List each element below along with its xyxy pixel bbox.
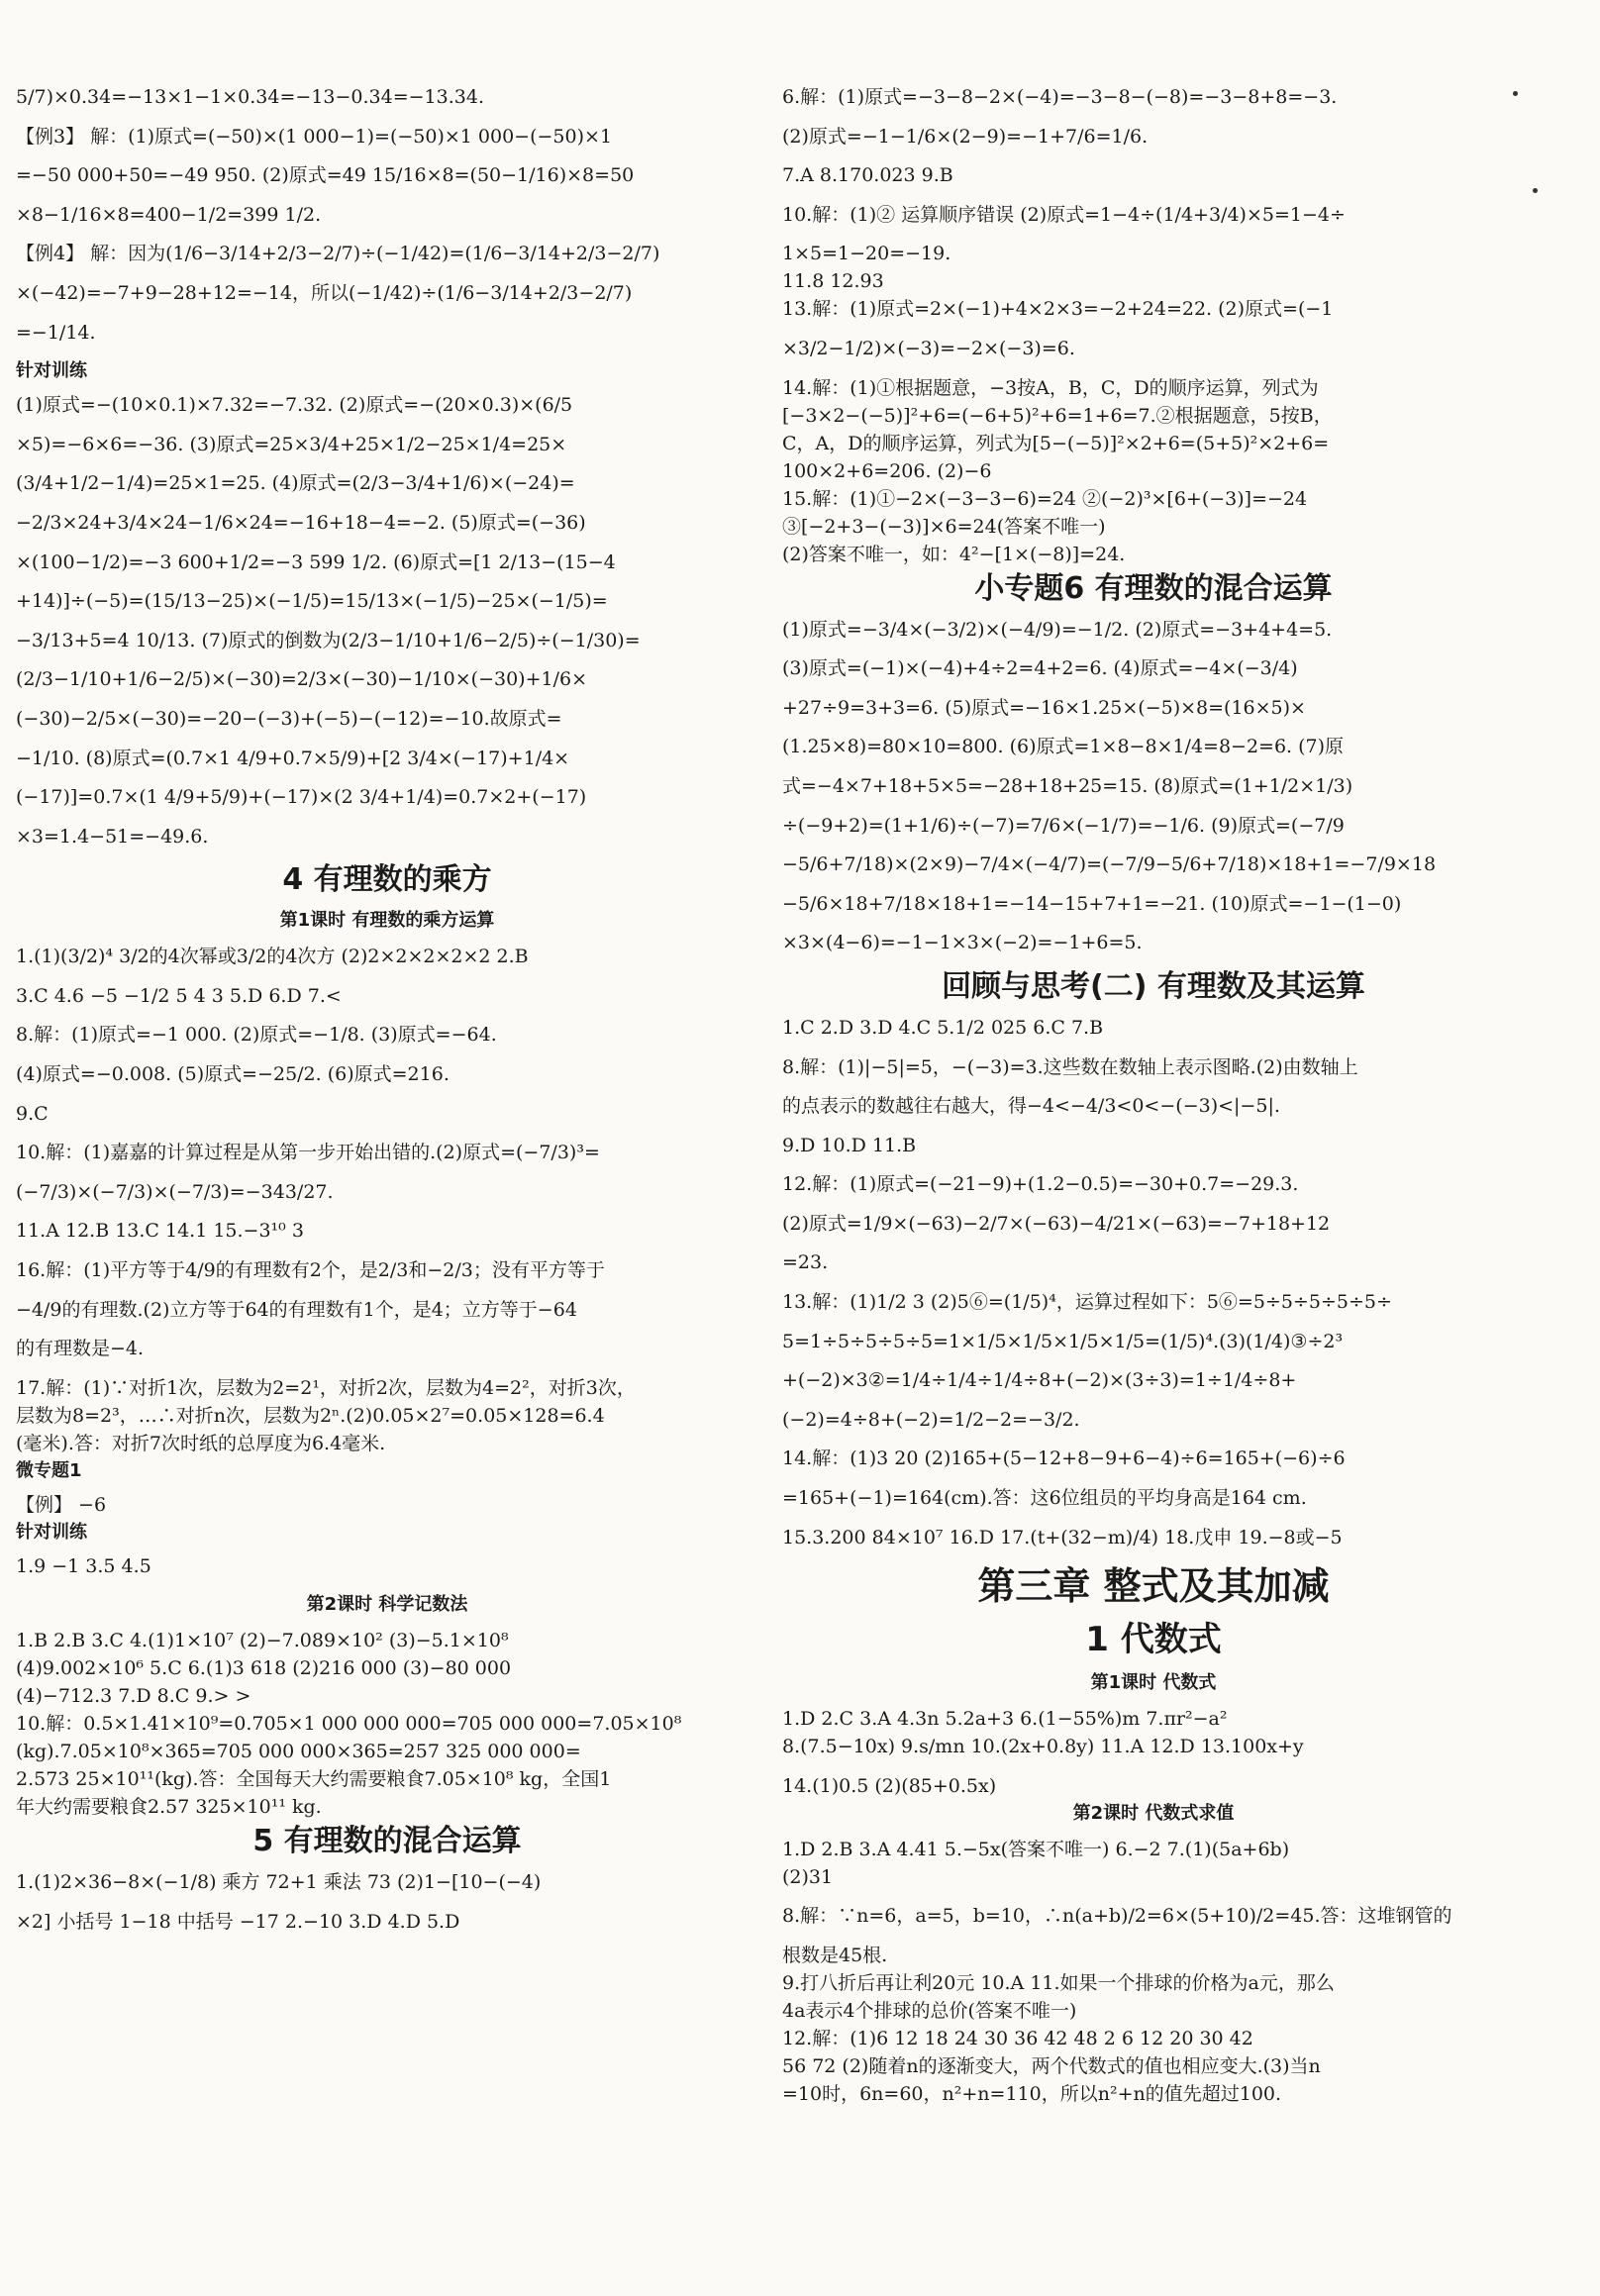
text-line: (4)原式=−0.008. (5)原式=−25/2. (6)原式=216. [16, 1063, 450, 1086]
text-line: 13.解：(1)原式=2×(−1)+4×2×3=−2+24=22. (2)原式=(−1 [782, 298, 1334, 321]
text-line: (−2)=4÷8+(−2)=1/2−2=−3/2. [782, 1408, 1080, 1431]
text-line: 6.解：(1)原式=−3−8−2×(−4)=−3−8−(−8)=−3−8+8=−3. [782, 86, 1338, 108]
text-line: 年大约需要粮食2.57 325×10¹¹ kg. [16, 1796, 322, 1819]
text-line: 5/7)×0.34=−13×1−1×0.34=−13−0.34=−13.34. [16, 86, 484, 108]
text-line: 100×2+6=206. (2)−6 [782, 459, 992, 482]
text-line: 10.解：(1)② 运算顺序错误 (2)原式=1−4÷(1/4+3/4)×5=1−4÷ [782, 203, 1346, 226]
text-line: (2)原式=1/9×(−63)−2/7×(−63)−4/21×(−63)=−7+18+12 [782, 1212, 1331, 1235]
text-line: ÷(−9+2)=(1+1/6)÷(−7)=7/6×(−1/7)=−1/6. (9)原式=(−7/9 [782, 814, 1345, 837]
section-heading: 第1课时 有理数的乘方运算 [279, 910, 495, 932]
text-line: C，A，D的顺序运算，列式为[5−(−5)]²×2+6=(5+5)²×2+6= [782, 432, 1330, 454]
text-line: −5/6×18+7/18×18+1=−14−15+7+1=−21. (10)原式=−1−(1−0) [782, 892, 1402, 915]
text-line: 层数为8=2³，…∴对折n次，层数为2ⁿ.(2)0.05×2⁷=0.05×128=6.4 [16, 1404, 605, 1427]
corner-mark [1513, 91, 1518, 96]
text-line: ×8−1/16×8=400−1/2=399 1/2. [16, 203, 322, 226]
text-line: 8.解：(1)|−5|=5，−(−3)=3.这些数在数轴上表示图略.(2)由数轴上 [782, 1055, 1358, 1078]
subheading: 针对训练 [16, 360, 87, 382]
text-line: ③[−2+3−(−3)]×6=24(答案不唯一) [782, 515, 1106, 538]
text-line: 【例4】 解：因为(1/6−3/14+2/3−2/7)÷(−1/42)=(1/6−3/14+2/3−2/7) [16, 243, 660, 265]
text-line: 11.8 12.93 [782, 270, 884, 293]
text-line: 的点表示的数越往右越大，得−4<−4/3<0<−(−3)<|−5|. [782, 1095, 1280, 1118]
text-line: 13.解：(1)1/2 3 (2)5⑥=(1/5)⁴，运算过程如下：5⑥=5÷5÷5÷5÷5÷ [782, 1291, 1392, 1314]
text-line: 9.D 10.D 11.B [782, 1134, 917, 1156]
text-line: 2.573 25×10¹¹(kg).答：全国每天大约需要粮食7.05×10⁸ kg，全国1 [16, 1768, 612, 1791]
text-line: −2/3×24+3/4×24−1/6×24=−16+18−4=−2. (5)原式=(−36) [16, 511, 586, 534]
subheading: 针对训练 [16, 1521, 87, 1543]
text-line: (−30)−2/5×(−30)=−20−(−3)+(−5)−(−12)=−10.故原式= [16, 707, 562, 730]
text-line: (1.25×8)=80×10=800. (6)原式=1×8−8×1/4=8−2=6. (7)原 [782, 736, 1345, 758]
text-line: ×3=1.4−51=−49.6. [16, 825, 209, 848]
text-line: 8.(7.5−10x) 9.s/mn 10.(2x+0.8y) 11.A 12.D 13.100x+y [782, 1736, 1304, 1758]
text-line: 16.解：(1)平方等于4/9的有理数有2个，是2/3和−2/3；没有平方等于 [16, 1259, 605, 1282]
text-line: ×3×(4−6)=−1−1×3×(−2)=−1+6=5. [782, 932, 1143, 954]
section-heading: 第2课时 代数式求值 [1072, 1802, 1235, 1824]
text-line: 【例】 −6 [16, 1493, 107, 1516]
text-line: 10.解：0.5×1.41×10⁹=0.705×1 000 000 000=705 000 000=7.05×10⁸ [16, 1713, 682, 1736]
text-line: =23. [782, 1251, 829, 1274]
text-line: +27÷9=3+3=6. (5)原式=−16×1.25×(−5)×8=(16×5)× [782, 696, 1306, 719]
text-line: (4)−712.3 7.D 8.C 9.> > [16, 1685, 251, 1708]
text-line: +(−2)×3②=1/4÷1/4÷1/4÷8+(−2)×(3÷3)=1÷1/4÷8+ [782, 1369, 1297, 1392]
text-line: (−17)]=0.7×(1 4/9+5/9)+(−17)×(2 3/4+1/4)=0.7×2+(−17) [16, 786, 587, 809]
text-line: −3/13+5=4 10/13. (7)原式的倒数为(2/3−1/10+1/6−2/5)÷(−1/30)= [16, 629, 641, 651]
text-line: (1)原式=−(10×0.1)×7.32=−7.32. (2)原式=−(20×0.3)×(6/5 [16, 394, 573, 417]
text-line: 1.B 2.B 3.C 4.(1)1×10⁷ (2)−7.089×10² (3)−5.1×10⁸ [16, 1630, 509, 1652]
text-line: 14.(1)0.5 (2)(85+0.5x) [782, 1774, 997, 1797]
text-line: 14.解：(1)①根据题意，−3按A，B，C，D的顺序运算，列式为 [782, 376, 1319, 399]
text-line: 9.打八折后再让利20元 10.A 11.如果一个排球的价格为a元，那么 [782, 1972, 1335, 1994]
text-line: 8.解：(1)原式=−1 000. (2)原式=−1/8. (3)原式=−64. [16, 1024, 497, 1047]
section-heading: 5 有理数的混合运算 [252, 1824, 522, 1859]
text-line: =10时，6n=60，n²+n=110，所以n²+n的值先超过100. [782, 2083, 1282, 2105]
right-column [782, 85, 1525, 2110]
text-line: (2)答案不唯一，如：4²−[1×(−8)]=24. [782, 543, 1126, 565]
text-line: ×3/2−1/2)×(−3)=−2×(−3)=6. [782, 337, 1075, 359]
text-line: (3/4+1/2−1/4)=25×1=25. (4)原式=(2/3−3/4+1/6)×(−24)= [16, 472, 575, 495]
text-line: −4/9的有理数.(2)立方等于64的有理数有1个，是4；立方等于−64 [16, 1298, 577, 1321]
section-heading: 4 有理数的乘方 [282, 862, 492, 898]
text-line: 5=1÷5÷5÷5÷5=1×1/5×1/5×1/5×1/5=(1/5)⁴.(3)(1/4)③÷2³ [782, 1330, 1344, 1352]
text-line: 式=−4×7+18+5×5=−28+18+25=15. (8)原式=(1+1/2×1/3) [782, 774, 1353, 797]
text-line: (2)原式=−1−1/6×(2−9)=−1+7/6=1/6. [782, 125, 1149, 148]
subheading: 微专题1 [16, 1459, 82, 1481]
text-line: 15.解：(1)①−2×(−3−3−6)=24 ②(−2)³×[6+(−3)]=−24 [782, 487, 1308, 510]
section-heading: 第2课时 科学记数法 [306, 1594, 468, 1616]
text-line: ×(−42)=−7+9−28+12=−14，所以(−1/42)÷(1/6−3/14+2/3−2/7) [16, 281, 633, 304]
text-line: 14.解：(1)3 20 (2)165+(5−12+8−9+6−4)÷6=165+(−6)÷6 [782, 1447, 1346, 1470]
corner-mark [1533, 188, 1538, 193]
text-line: 3.C 4.6 −5 −1/2 5 4 3 5.D 6.D 7.< [16, 984, 342, 1007]
text-line: 9.C [16, 1102, 49, 1125]
text-line: 1.D 2.C 3.A 4.3n 5.2a+3 6.(1−55%)m 7.πr²−a² [782, 1708, 1228, 1731]
text-line: 1.(1)(3/2)⁴ 3/2的4次幂或3/2的4次方 (2)2×2×2×2×2 2.B [16, 946, 529, 968]
section-heading: 第1课时 代数式 [1090, 1672, 1217, 1694]
text-line: [−3×2−(−5)]²+6=(−6+5)²+6=1+6=7.②根据题意，5按B， [782, 404, 1333, 427]
text-line: 12.解：(1)6 12 18 24 30 36 42 48 2 6 12 20 30 42 [782, 2028, 1253, 2049]
text-line: 根数是45根. [782, 1945, 888, 1966]
section-heading: 第三章 整式及其加减 [977, 1564, 1330, 1609]
text-line: −5/6+7/18)×(2×9)−7/4×(−4/7)=(−7/9−5/6+7/18)×18+1=−7/9×18 [782, 853, 1437, 876]
text-line: 17.解：(1)∵对折1次，层数为2=2¹，对折2次，层数为4=2²，对折3次， [16, 1376, 636, 1399]
section-heading: 回顾与思考(二) 有理数及其运算 [942, 968, 1365, 1004]
text-line: ×2] 小括号 1−18 中括号 −17 2.−10 3.D 4.D 5.D [16, 1911, 460, 1933]
text-line: 的有理数是−4. [16, 1338, 145, 1360]
text-line: (毫米).答：对折7次时纸的总厚度为6.4毫米. [16, 1432, 386, 1454]
section-heading: 1 代数式 [1085, 1620, 1222, 1660]
text-line: 12.解：(1)原式=(−21−9)+(1.2−0.5)=−30+0.7=−29.3. [782, 1173, 1299, 1196]
text-line: 56 72 (2)随着n的逐渐变大，两个代数式的值也相应变大.(3)当n [782, 2055, 1321, 2077]
text-line: =165+(−1)=164(cm).答：这6位组员的平均身高是164 cm. [782, 1487, 1307, 1510]
text-line: (3)原式=(−1)×(−4)+4÷2=4+2=6. (4)原式=−4×(−3/4) [782, 657, 1298, 680]
text-line: 【例3】 解：(1)原式=(−50)×(1 000−1)=(−50)×1 000−(−50)×1 [16, 125, 613, 148]
text-line: =−1/14. [16, 321, 96, 344]
text-line: 10.解：(1)嘉嘉的计算过程是从第一步开始出错的.(2)原式=(−7/3)³= [16, 1142, 600, 1164]
text-line: (2)31 [782, 1865, 834, 1888]
text-line: ×5)=−6×6=−36. (3)原式=25×3/4+25×1/2−25×1/4=25× [16, 433, 567, 455]
text-line: 1.(1)2×36−8×(−1/8) 乘方 72+1 乘法 73 (2)1−[10−(−4) [16, 1871, 542, 1894]
text-line: ×(100−1/2)=−3 600+1/2=−3 599 1/2. (6)原式=[1 2/13−(15−4 [16, 550, 616, 573]
text-line: 1.9 −1 3.5 4.5 [16, 1554, 151, 1577]
text-line: +14)]÷(−5)=(15/13−25)×(−1/5)=15/13×(−1/5)−25×(−1/5)= [16, 590, 608, 613]
text-line: (1)原式=−3/4×(−3/2)×(−4/9)=−1/2. (2)原式=−3+4+4=5. [782, 618, 1333, 641]
text-line: 1.C 2.D 3.D 4.C 5.1/2 025 6.C 7.B [782, 1016, 1104, 1039]
text-line: 8.解：∵n=6，a=5，b=10，∴n(a+b)/2=6×(5+10)/2=45.答：这堆钢管的 [782, 1905, 1452, 1928]
text-line: 15.3.200 84×10⁷ 16.D 17.(t+(32−m)/4) 18.戊申 19.−8或−5 [782, 1526, 1343, 1548]
text-line: 7.A 8.170.023 9.B [782, 164, 953, 187]
text-line: (−7/3)×(−7/3)×(−7/3)=−343/27. [16, 1180, 334, 1203]
text-line: (kg).7.05×10⁸×365=705 000 000×365=257 325 000 000= [16, 1741, 581, 1763]
text-line: =−50 000+50=−49 950. (2)原式=49 15/16×8=(50−1/16)×8=50 [16, 164, 635, 187]
left-column [16, 85, 758, 1949]
section-heading: 小专题6 有理数的混合运算 [974, 570, 1333, 606]
text-line: (4)9.002×10⁶ 5.C 6.(1)3 618 (2)216 000 (3)−80 000 [16, 1657, 512, 1680]
text-line: 4a表示4个排球的总价(答案不唯一) [782, 2000, 1077, 2022]
text-line: 1.D 2.B 3.A 4.41 5.−5x(答案不唯一) 6.−2 7.(1)(5a+6b) [782, 1838, 1290, 1860]
text-line: 11.A 12.B 13.C 14.1 15.−3¹⁰ 3 [16, 1220, 304, 1243]
text-line: −1/10. (8)原式=(0.7×1 4/9+0.7×5/9)+[2 3/4×(−17)+1/4× [16, 747, 570, 769]
text-line: 1×5=1−20=−19. [782, 243, 951, 265]
text-line: (2/3−1/10+1/6−2/5)×(−30)=2/3×(−30)−1/10×(−30)+1/6× [16, 668, 588, 691]
